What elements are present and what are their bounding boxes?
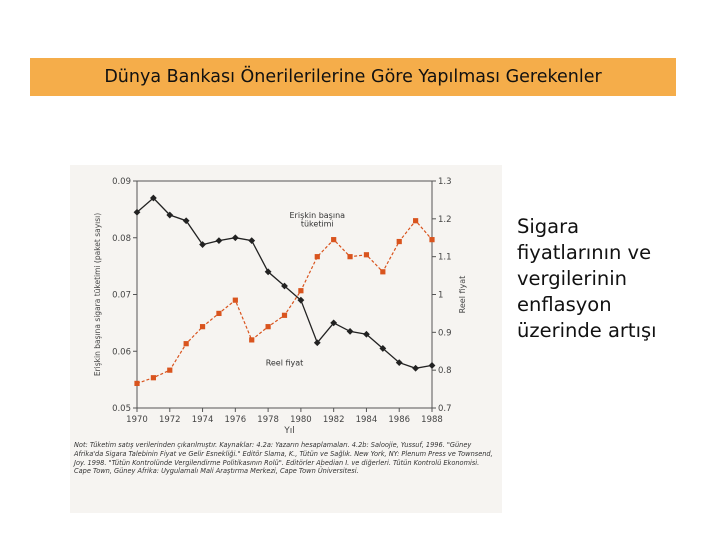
series-point-2 bbox=[184, 341, 189, 346]
x-tick-label: 1976 bbox=[224, 415, 247, 425]
series-point-2 bbox=[298, 288, 303, 293]
y-right-tick-label: 0.7 bbox=[438, 404, 452, 414]
line-chart bbox=[70, 165, 502, 435]
x-tick-label: 1972 bbox=[158, 415, 181, 425]
side-text: Sigara fiyatlarının ve vergilerinin enflasyon üzerinde artışı bbox=[517, 215, 657, 342]
slide-title: Dünya Bankası Önerilerilerine Göre Yapılması Gerekenler bbox=[104, 67, 602, 87]
x-tick-label: 1988 bbox=[421, 415, 443, 425]
y-right-tick-label: 1.1 bbox=[438, 252, 452, 263]
series-point-2 bbox=[249, 337, 254, 342]
series-point-2 bbox=[397, 239, 402, 244]
series-point-2 bbox=[216, 311, 221, 316]
series-point-1 bbox=[248, 237, 255, 244]
series-point-2 bbox=[167, 368, 172, 373]
y-left-tick-label: 0.05 bbox=[112, 404, 131, 414]
y-right-tick-label: 0.9 bbox=[438, 328, 452, 339]
y-right-axis-label: Reel fiyat bbox=[458, 275, 467, 314]
chart-source-note: Not: Tüketim satış verilerinden çıkarılmıştır. Kaynaklar: 4.2a: Yazarın hesaplamaları. 4.2b: Saloojie, Yussuf, 1996. "Güney Afrika'da Sigara Talebinin Fiyat ve Gelir Esnekliği." Editör Slama, K., Tütün ve Sağlık. New York, NY: Plenum Press ve Townsend, Joy. 1998. "Tütün Kontrolünde Vergilendirme Politikasının Rolü". Editörler Abedian I. ve diğerleri. Tütün Kontrolü Ekonomisi. Cape Town, Güney Afrika: Uygulamalı Mali Araştırma Merkezi, Cape Town Üniversitesi. bbox=[74, 441, 493, 476]
x-tick-label: 1978 bbox=[257, 415, 279, 425]
plot-frame bbox=[137, 181, 432, 408]
y-right-tick-label: 0.8 bbox=[438, 366, 452, 377]
series-point-1 bbox=[412, 365, 419, 372]
x-axis-label: Yıl bbox=[284, 426, 295, 435]
series-point-2 bbox=[347, 254, 352, 259]
series-point-2 bbox=[151, 375, 156, 380]
y-right-tick-label: 1 bbox=[438, 290, 444, 301]
y-left-axis-label: Erişkin başına sigara tüketimi (paket sayısı) bbox=[93, 212, 102, 377]
x-tick-label: 1974 bbox=[191, 415, 214, 425]
series-point-1 bbox=[216, 237, 223, 244]
series-point-2 bbox=[380, 269, 385, 274]
series-point-2 bbox=[266, 324, 271, 329]
series-point-2 bbox=[282, 313, 287, 318]
y-right-tick-label: 1.2 bbox=[438, 214, 452, 225]
x-tick-label: 1986 bbox=[388, 415, 411, 425]
chart-annotation: Erişkin başına bbox=[289, 210, 346, 220]
series-point-2 bbox=[331, 237, 336, 242]
series-point-2 bbox=[134, 381, 139, 386]
series-point-2 bbox=[315, 254, 320, 259]
series-point-2 bbox=[233, 298, 238, 303]
chart-annotation: Reel fiyat bbox=[265, 358, 304, 368]
chart-figure bbox=[70, 165, 502, 513]
y-left-tick-label: 0.07 bbox=[112, 290, 131, 301]
series-point-1 bbox=[232, 234, 239, 241]
x-tick-label: 1970 bbox=[126, 415, 148, 425]
series-point-2 bbox=[413, 218, 418, 223]
series-point-2 bbox=[200, 324, 205, 329]
y-left-tick-label: 0.08 bbox=[112, 233, 131, 244]
y-left-tick-label: 0.09 bbox=[112, 177, 131, 187]
x-tick-label: 1982 bbox=[322, 415, 345, 425]
series-point-1 bbox=[347, 328, 354, 335]
chart-annotation: tüketimi bbox=[300, 219, 334, 229]
series-point-2 bbox=[429, 237, 434, 242]
slide-title-bar bbox=[30, 58, 676, 96]
series-point-1 bbox=[429, 362, 436, 369]
y-left-tick-label: 0.06 bbox=[112, 347, 131, 358]
series-point-2 bbox=[364, 252, 369, 257]
x-tick-label: 1984 bbox=[355, 415, 378, 425]
y-right-tick-label: 1.3 bbox=[438, 177, 452, 187]
x-tick-label: 1980 bbox=[290, 415, 312, 425]
